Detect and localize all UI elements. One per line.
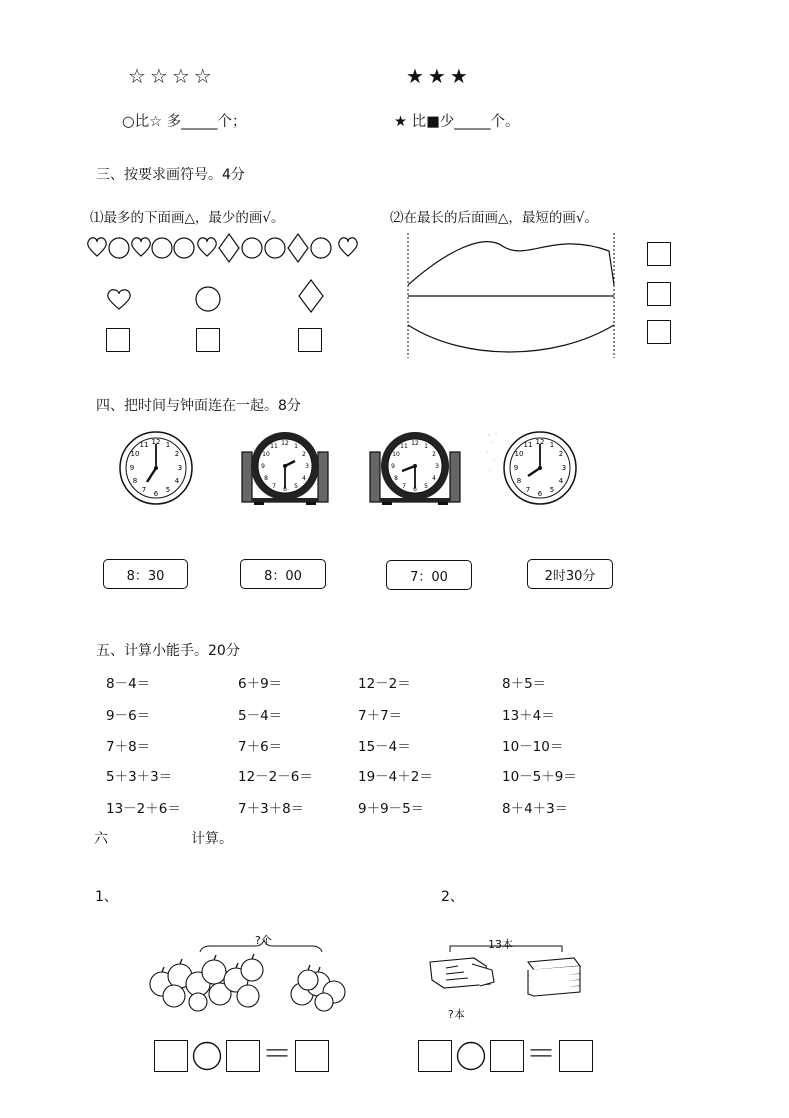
hollow-stars: ☆☆☆☆ bbox=[128, 64, 216, 88]
eq1-operator-circle[interactable] bbox=[192, 1041, 222, 1071]
calc-item: 8＋4＋3＝ bbox=[502, 801, 569, 817]
svg-text:4: 4 bbox=[302, 475, 306, 482]
svg-text:9: 9 bbox=[513, 464, 519, 472]
problem-1-label: 1、 bbox=[95, 889, 118, 905]
svg-text:3: 3 bbox=[435, 463, 439, 470]
eq1-box-1[interactable] bbox=[154, 1040, 188, 1072]
svg-text:8: 8 bbox=[264, 475, 268, 482]
svg-text:4: 4 bbox=[174, 477, 180, 485]
shapes-row bbox=[86, 230, 376, 266]
svg-text:1: 1 bbox=[424, 443, 428, 450]
heart-shape bbox=[88, 238, 107, 256]
svg-text:1: 1 bbox=[294, 443, 298, 450]
calc-item: 10－5＋9＝ bbox=[502, 769, 577, 785]
answer-box-diamond[interactable] bbox=[298, 328, 322, 352]
legend-heart bbox=[105, 286, 133, 312]
circle-shape bbox=[311, 238, 331, 258]
eq1-equals: ＝ bbox=[262, 1037, 292, 1072]
svg-text:5: 5 bbox=[165, 486, 171, 494]
svg-text:11: 11 bbox=[523, 441, 533, 449]
eq2-box-2[interactable] bbox=[490, 1040, 524, 1072]
calc-item: 15－4＝ bbox=[358, 739, 411, 755]
svg-text:2: 2 bbox=[558, 450, 564, 458]
clock-round-1 bbox=[118, 430, 194, 506]
calc-item: 5－4＝ bbox=[238, 708, 283, 724]
calc-item: 6＋9＝ bbox=[238, 676, 283, 692]
apples-illustration bbox=[140, 940, 360, 1012]
svg-text:2: 2 bbox=[174, 450, 180, 458]
heart-shape bbox=[198, 238, 217, 256]
eq1-box-2[interactable] bbox=[226, 1040, 260, 1072]
svg-text:7: 7 bbox=[141, 486, 147, 494]
calc-item: 7＋6＝ bbox=[238, 739, 283, 755]
svg-text:6: 6 bbox=[283, 486, 287, 493]
circle-shape bbox=[109, 238, 129, 258]
calc-item: 9－6＝ bbox=[106, 708, 151, 724]
problem-2-label: 2、 bbox=[441, 889, 464, 905]
answer-box-circle[interactable] bbox=[196, 328, 220, 352]
question-circles-vs-stars: ○比☆ 多_____个； bbox=[122, 114, 247, 130]
circle-shape bbox=[242, 238, 262, 258]
section-3-sub2: ⑵在最长的后面画△，最短的画√。 bbox=[390, 210, 598, 226]
answer-box-bottom-line[interactable] bbox=[647, 320, 671, 344]
calc-item: 10－10＝ bbox=[502, 739, 564, 755]
diamond-shape bbox=[219, 234, 239, 262]
calc-item: 9＋9－5＝ bbox=[358, 801, 425, 817]
section-6-title: 计算。 bbox=[191, 831, 233, 847]
svg-text:10: 10 bbox=[262, 451, 270, 458]
svg-text:8: 8 bbox=[132, 477, 138, 485]
eq1-answer-box[interactable] bbox=[295, 1040, 329, 1072]
clock-mantel-1 bbox=[240, 430, 330, 506]
curved-line-bottom bbox=[408, 325, 614, 352]
books-brace-label: 13本 bbox=[488, 938, 513, 951]
svg-text:9: 9 bbox=[129, 464, 135, 472]
svg-text:6: 6 bbox=[153, 490, 159, 498]
svg-text:7: 7 bbox=[272, 483, 276, 490]
clock-round-2 bbox=[484, 430, 580, 506]
svg-text:9: 9 bbox=[391, 463, 395, 470]
svg-text:6: 6 bbox=[413, 486, 417, 493]
legend-diamond bbox=[297, 279, 325, 313]
svg-text:1: 1 bbox=[165, 441, 171, 449]
svg-text:8: 8 bbox=[516, 477, 522, 485]
legend-circle bbox=[194, 285, 222, 313]
time-box-4[interactable]: 2时30分 bbox=[527, 559, 613, 589]
lines-figure bbox=[404, 233, 624, 358]
svg-text:3: 3 bbox=[561, 464, 567, 472]
calc-item: 8－4＝ bbox=[106, 676, 151, 692]
section-3-sub1: ⑴最多的下面画△，最少的画√。 bbox=[90, 210, 285, 226]
svg-text:10: 10 bbox=[392, 451, 400, 458]
section-3-title: 三、按要求画符号。4分 bbox=[96, 167, 245, 183]
calc-item: 8＋5＝ bbox=[502, 676, 547, 692]
calc-item: 7＋3＋8＝ bbox=[238, 801, 305, 817]
calc-item: 5＋3＋3＝ bbox=[106, 769, 173, 785]
time-box-1[interactable]: 8：30 bbox=[103, 559, 188, 589]
wavy-line-top bbox=[408, 242, 614, 285]
heart-shape bbox=[132, 238, 151, 256]
calc-item: 13＋4＝ bbox=[502, 708, 555, 724]
section-6-number: 六 bbox=[94, 831, 108, 847]
svg-text:11: 11 bbox=[139, 441, 149, 449]
svg-text:10: 10 bbox=[130, 450, 140, 458]
svg-text:12: 12 bbox=[151, 438, 161, 446]
question-stars-vs-squares: ★ 比■少_____个。 bbox=[394, 114, 520, 130]
calc-item: 19－4＋2＝ bbox=[358, 769, 433, 785]
svg-text:5: 5 bbox=[294, 483, 298, 490]
eq2-box-1[interactable] bbox=[418, 1040, 452, 1072]
apples-brace-label: ?个 bbox=[255, 934, 272, 947]
svg-text:10: 10 bbox=[514, 450, 524, 458]
heart-shape bbox=[339, 238, 358, 256]
svg-text:7: 7 bbox=[402, 483, 406, 490]
svg-text:2: 2 bbox=[302, 451, 306, 458]
svg-text:9: 9 bbox=[261, 463, 265, 470]
svg-text:4: 4 bbox=[558, 477, 564, 485]
time-box-2[interactable]: 8：00 bbox=[240, 559, 326, 589]
eq2-equals: ＝ bbox=[526, 1037, 556, 1072]
calc-item: 12－2－6＝ bbox=[238, 769, 313, 785]
calc-item: 12－2＝ bbox=[358, 676, 411, 692]
svg-text:4: 4 bbox=[432, 475, 436, 482]
circle-shape bbox=[174, 238, 194, 258]
svg-text:8: 8 bbox=[394, 475, 398, 482]
calc-item: 7＋8＝ bbox=[106, 739, 151, 755]
diamond-shape bbox=[288, 234, 308, 262]
svg-text:6: 6 bbox=[537, 490, 543, 498]
svg-text:1: 1 bbox=[549, 441, 555, 449]
books-unknown-label: ?本 bbox=[448, 1008, 465, 1021]
time-box-3[interactable]: 7：00 bbox=[386, 560, 472, 590]
svg-text:11: 11 bbox=[270, 443, 278, 450]
answer-box-top-line[interactable] bbox=[647, 242, 671, 266]
svg-text:12: 12 bbox=[411, 440, 419, 447]
svg-text:11: 11 bbox=[400, 443, 408, 450]
svg-text:3: 3 bbox=[177, 464, 183, 472]
solid-stars: ★★★ bbox=[406, 64, 472, 88]
svg-text:12: 12 bbox=[281, 440, 289, 447]
section-5-title: 五、计算小能手。20分 bbox=[96, 643, 240, 659]
svg-text:12: 12 bbox=[535, 438, 545, 446]
answer-box-heart[interactable] bbox=[106, 328, 130, 352]
calc-item: 13－2＋6＝ bbox=[106, 801, 181, 817]
eq2-operator-circle[interactable] bbox=[456, 1041, 486, 1071]
section-4-title: 四、把时间与钟面连在一起。8分 bbox=[96, 398, 301, 414]
eq2-answer-box[interactable] bbox=[559, 1040, 593, 1072]
clock-mantel-2 bbox=[368, 430, 462, 506]
svg-text:3: 3 bbox=[305, 463, 309, 470]
circle-shape bbox=[152, 238, 172, 258]
books-illustration bbox=[424, 944, 594, 1014]
svg-text:5: 5 bbox=[549, 486, 555, 494]
answer-box-middle-line[interactable] bbox=[647, 282, 671, 306]
calc-item: 7＋7＝ bbox=[358, 708, 403, 724]
svg-text:7: 7 bbox=[525, 486, 531, 494]
svg-text:5: 5 bbox=[424, 483, 428, 490]
circle-shape bbox=[265, 238, 285, 258]
svg-text:2: 2 bbox=[432, 451, 436, 458]
